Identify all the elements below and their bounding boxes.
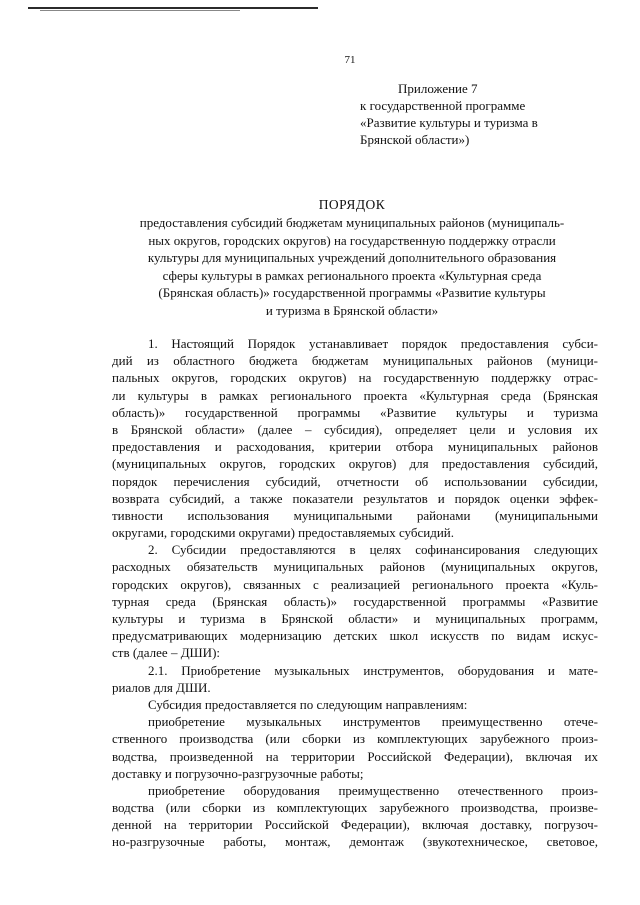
body-line: тивности использования муниципальными районами (муниципальными — [112, 507, 598, 523]
body-line: турная среда (Брянская область)» государственной программы «Развитие — [112, 593, 598, 609]
body-line: порядок перечисления субсидий, отчетности об использовании субсидии, — [112, 473, 598, 489]
body-line: приобретение музыкальных инструментов преимущественно отече- — [148, 714, 598, 730]
body-line: пальных округов, городских округов) на государственную поддержку отрас- — [112, 370, 598, 386]
body-line: ли культуры в рамках регионального проекта «Культурная среда (Брянская — [112, 387, 598, 403]
body-line: возврата субсидий, а также показатели результатов и порядок оценки эффек- — [112, 490, 598, 506]
document-subtitle — [110, 214, 594, 320]
page-number: 71 — [344, 54, 356, 66]
body-line: денной на территории Российской Федерации), включая доставку, погрузоч- — [112, 817, 598, 833]
body-line: 2. Субсидии предоставляются в целях софинансирования следующих — [148, 542, 598, 558]
body-line: культуры и туризма в Брянской области» и муниципальных программ, — [112, 611, 598, 626]
body-line: ственного производства (или сборки из комплектующих зарубежного произ- — [112, 731, 598, 747]
body-line: Субсидия предоставляется по следующим направлениям: — [148, 696, 468, 712]
appendix-line: «Развитие культуры и туризма в — [360, 115, 538, 130]
body-line: 2.1. Приобретение музыкальных инструментов, оборудования и мате- — [148, 662, 598, 678]
body-line: предусматривающих модернизацию детских школ искусств по видам искус- — [112, 628, 598, 644]
body-line: 1. Настоящий Порядок устанавливает порядок предоставления субси- — [148, 336, 598, 351]
appendix-line: Приложение 7 — [398, 81, 478, 96]
body-line: приобретение оборудования преимущественно отечественного произ- — [148, 782, 598, 798]
body-line: водства, произведенной на территории Российской Федерации), включая их — [112, 748, 598, 764]
document-body — [112, 335, 598, 851]
subtitle-line: предоставления субсидий бюджетам муниципальных районов (муниципаль- — [139, 215, 565, 230]
subtitle-line: (Брянская область)» государственной программы «Развитие культуры — [158, 285, 546, 301]
appendix-header — [360, 80, 600, 148]
appendix-line: Брянской области») — [360, 132, 470, 147]
body-line: доставку и погрузочно-разгрузочные работы; — [112, 765, 364, 781]
body-line: водства (или сборки из комплектующих зарубежного производства, произве- — [112, 800, 598, 816]
subtitle-line: и туризма в Брянской области» — [265, 302, 439, 318]
appendix-line: к государственной программе — [360, 98, 526, 113]
body-line: дий из областного бюджета бюджетам муниципальных районов (муници- — [112, 353, 598, 369]
body-line: но-разгрузочные работы, монтаж, демонтаж (звукотехническое, световое, — [112, 834, 598, 850]
body-line: риалов для ДШИ. — [112, 679, 211, 695]
body-line: ств (далее – ДШИ): — [112, 645, 221, 661]
body-line: область)» государственной программы «Развитие культуры и туризма — [112, 404, 598, 420]
scan-artifact-line-faint — [40, 10, 240, 11]
body-line: округами, городскими округами) предоставляемых субсидий. — [112, 525, 454, 541]
subtitle-line: ных округов, городских округов) на государственную поддержку отрасли — [148, 232, 556, 248]
subtitle-line: сферы культуры в рамках регионального проекта «Культурная среда — [162, 267, 542, 283]
body-line: городских округов), связанных с реализацией регионального проекта «Куль- — [112, 576, 598, 592]
document-title: ПОРЯДОК — [318, 197, 386, 212]
body-line: расходных обязательств муниципальных районов (муниципальных округов, — [112, 559, 598, 575]
body-line: в Брянской области» (далее – субсидия), определяет цели и условия их — [112, 421, 598, 437]
scan-artifact-line — [28, 7, 318, 9]
body-line: предоставления и расходования, критерии отбора муниципальных районов — [112, 439, 598, 455]
body-line: (муниципальных округов, городских округов) для предоставления субсидий, — [112, 456, 598, 472]
subtitle-line: культуры для муниципальных учреждений дополнительного образования — [147, 250, 557, 266]
